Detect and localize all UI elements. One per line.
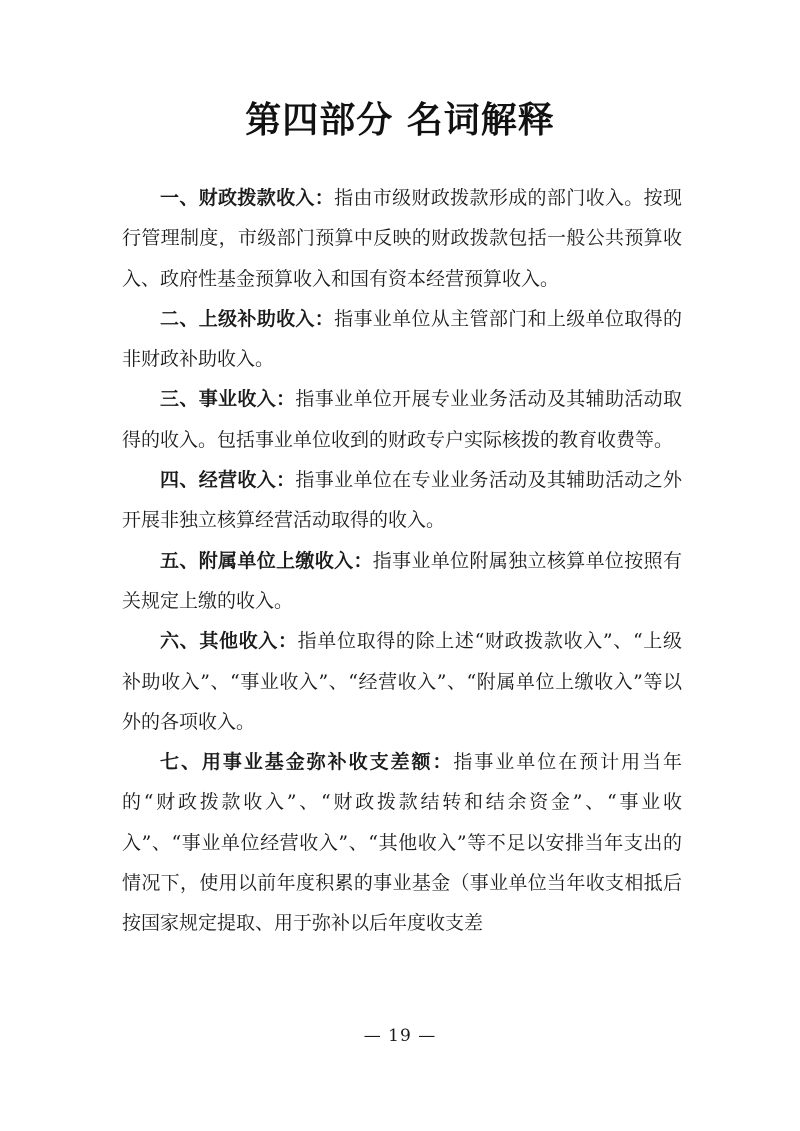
definition-term: 一、财政拨款收入： <box>160 187 335 209</box>
definition-text: 指事业单位开展专业业务活动及其辅助活动取得的收入。包括事业单位收到的财政专户实际核拨的教育收费等。 <box>122 388 682 451</box>
definition-paragraph-3 <box>122 379 682 460</box>
definition-paragraph-2 <box>122 299 682 380</box>
definitions-body <box>122 178 682 944</box>
definition-term: 二、上级补助收入： <box>160 307 335 330</box>
definition-text: 指事业单位在专业业务活动及其辅助活动之外开展非独立核算经营活动取得的收入。 <box>122 469 682 532</box>
definition-text: 指事业单位从主管部门和上级单位取得的非财政补助收入。 <box>122 307 682 371</box>
definition-paragraph-7 <box>122 742 682 943</box>
definition-paragraph-4 <box>122 460 682 541</box>
definition-text: 指事业单位在预计用当年的“财政拨款收入”、“财政拨款结转和结余资金”、“事业收入”、“事业单位经营收入”、“其他收入”等不足以安排当年支出的情况下，使用以前年度积累的事业基金（事业单位当年收支相抵后按国家规定提取、用于弥补以后年度收支差 <box>122 751 682 935</box>
definition-paragraph-5 <box>122 541 682 622</box>
definition-term: 六、其他收入： <box>160 630 298 653</box>
definition-text: 指单位取得的除上述“财政拨款收入”、“上级补助收入”、“事业收入”、“经营收入”、“附属单位上缴收入”等以外的各项收入。 <box>122 630 682 733</box>
definition-paragraph-6 <box>122 621 682 742</box>
page-number: — 19 — <box>363 1026 437 1046</box>
section-title: 第四部分 名词解释 <box>245 100 555 141</box>
definition-text: 指事业单位附属独立核算单位按照有关规定上缴的收入。 <box>122 549 682 612</box>
definition-term: 五、附属单位上缴收入： <box>160 549 373 572</box>
definition-term: 四、经营收入： <box>160 469 296 492</box>
definition-paragraph-1 <box>122 178 682 299</box>
definition-term: 三、事业收入： <box>160 388 296 411</box>
definition-term: 七、用事业基金弥补收支差额： <box>160 751 454 774</box>
definition-text: 指由市级财政拨款形成的部门收入。按现行管理制度，市级部门预算中反映的财政拨款包括一般公共预算收入、政府性基金预算收入和国有资本经营预算收入。 <box>122 187 682 290</box>
